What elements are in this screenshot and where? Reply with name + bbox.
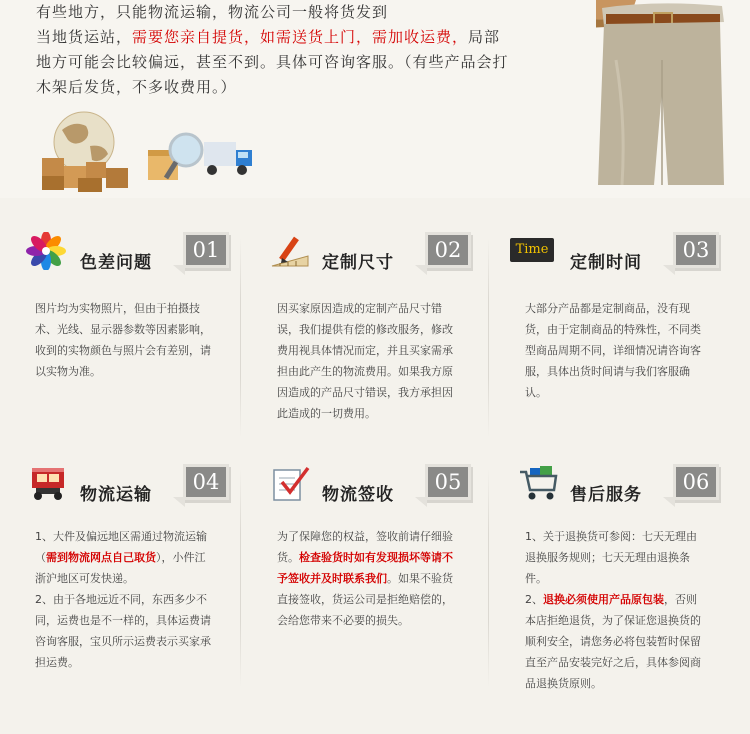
card-body: 1、关于退换货可参阅：七天无理由退换服务规则；七天无理由退换条件。 2、退换必须使用产品原包装，否则本店拒绝退货，为了保证您退换货的顺利安全，请您务必将包装暂时保留直至产品安装完好之后，具体参阅商品退换货原则。: [525, 530, 701, 690]
card-body: 为了保障您的权益，签收前请仔细验货。检查验货时如有发现损坏等请不予签收并及时联系我们。如果不验货直接签收，货运公司是拒绝赔偿的，会给您带来不必要的损失。: [277, 530, 453, 627]
globe-boxes-icon: [34, 106, 134, 194]
intro-red-text: 需要您亲自提货，如需送货上门，需加收运费，: [132, 28, 469, 46]
card-title: 定制时间: [570, 253, 642, 273]
card-number: 06: [673, 464, 719, 500]
card-body: 因买家原因造成的定制产品尺寸错误，我们提供有偿的修改服务，修改费用视具体情况而定，并且买家需承担由此产生的物流费用。如果我方原因造成的产品尺寸错误，我方承担因此造成的一切费用。: [277, 302, 453, 420]
intro-line-4: 木架后发货，不多收费用。）: [36, 78, 237, 96]
card-color-difference: [0, 198, 250, 428]
card-body: 图片均为实物照片，但由于拍摄技术、光线、显示器参数等因素影响，收到的实物颜色与照片会有差别，请以实物为准。: [35, 302, 211, 378]
card-red-text: 需到物流网点自己取货: [46, 551, 156, 564]
card-body: 1、大件及偏远地区需通过物流运输（需到物流网点自己取货），小件江浙沪地区可发快递。 2、由于各地远近不同，东西多少不同，运费也是不一样的，具体运费请咨询客服，宝贝所示运费表示买家承担运费。: [35, 530, 211, 669]
checklist-icon: [268, 464, 312, 502]
card-number: 05: [425, 464, 471, 500]
intro-line-3: 地方可能会比较偏远，甚至不到。具体可咨询客服。（有些产品会打: [36, 53, 509, 71]
card-title: 定制尺寸: [322, 253, 394, 273]
shipping-intro: [36, 0, 548, 100]
card-number: 04: [183, 464, 229, 500]
card-red-text: 检查验货时如有发现损坏等请不予签收并及时联系我们: [277, 551, 453, 585]
magnifier-truck-icon: [146, 128, 254, 190]
card-body: 大部分产品都是定制商品，没有现货，由于定制商品的特殊性，不同类型商品周期不同，详细情况请咨询客服，具体出货时间请与我们客服确认。: [525, 302, 701, 399]
time-icon: [510, 238, 554, 262]
cart-icon: [516, 464, 560, 502]
card-title: 物流运输: [80, 485, 152, 505]
card-number: 03: [673, 232, 719, 268]
delivery-person-image: [596, 0, 730, 185]
card-title: 色差问题: [80, 253, 152, 273]
top-banner: [0, 0, 750, 198]
card-custom-time: [490, 198, 740, 428]
intro-line-2: 当地货运站，需要您亲自提货，如需送货上门，需加收运费，局部: [36, 28, 501, 46]
card-custom-size: [242, 198, 492, 428]
info-grid: [0, 198, 750, 734]
color-wheel-icon: [26, 232, 70, 270]
card-number: 01: [183, 232, 229, 268]
card-delivery-signoff: [242, 430, 492, 660]
card-title: 物流签收: [322, 485, 394, 505]
ruler-pencil-icon: [268, 232, 312, 270]
time-icon-text: Time: [515, 242, 549, 257]
card-logistics: [0, 430, 250, 669]
truck-icon: [26, 464, 70, 502]
intro-line-1: 有些地方，只能物流运输，物流公司一般将货发到: [36, 3, 389, 21]
card-red-text: 退换必须使用产品原包装: [543, 593, 664, 606]
card-after-sales: [490, 430, 740, 690]
card-title: 售后服务: [570, 485, 642, 505]
card-number: 02: [425, 232, 471, 268]
